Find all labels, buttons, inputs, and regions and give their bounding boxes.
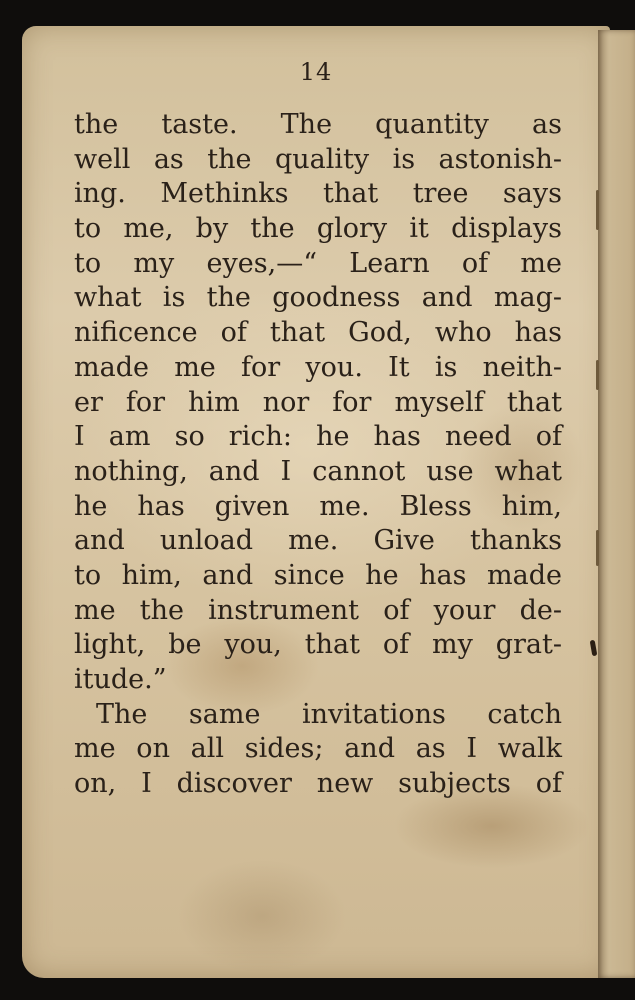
text-line: the taste. The quantity as bbox=[74, 109, 562, 140]
text-line: me on all sides; and as I walk bbox=[74, 733, 562, 765]
body-text bbox=[74, 108, 562, 802]
text-line: made me for you. It is neith- bbox=[74, 351, 562, 383]
text-line: me the instrument of your de- bbox=[74, 594, 562, 626]
paragraph-start-line: The same invitations catch bbox=[96, 698, 562, 730]
binding-stitch bbox=[596, 360, 599, 390]
text-line: ing. Methinks that tree says bbox=[74, 178, 562, 210]
binding-stitch bbox=[596, 190, 599, 230]
paragraph-end-line: itude.” bbox=[74, 664, 167, 695]
page-number: 14 bbox=[299, 58, 333, 86]
text-line: to him, and since he has made bbox=[74, 559, 562, 591]
text-line: what is the goodness and mag- bbox=[74, 282, 562, 314]
book-page bbox=[22, 26, 610, 978]
adjacent-page-edge bbox=[598, 30, 635, 978]
text-line: light, be you, that of my grat- bbox=[74, 629, 562, 661]
text-line: well as the quality is astonish- bbox=[74, 143, 562, 175]
text-line: er for him nor for myself that bbox=[74, 386, 562, 418]
text-line: nothing, and I cannot use what bbox=[74, 455, 562, 487]
binding-stitch bbox=[596, 530, 599, 566]
text-line: to my eyes,—“ Learn of me bbox=[74, 247, 562, 279]
text-line: to me, by the glory it displays bbox=[74, 213, 562, 245]
text-line: he has given me. Bless him, bbox=[74, 490, 562, 522]
text-line: nificence of that God, who has bbox=[74, 317, 562, 349]
text-line: I am so rich: he has need of bbox=[74, 421, 562, 453]
text-line: on, I discover new subjects of bbox=[74, 768, 562, 800]
text-line: and unload me. Give thanks bbox=[74, 525, 562, 557]
